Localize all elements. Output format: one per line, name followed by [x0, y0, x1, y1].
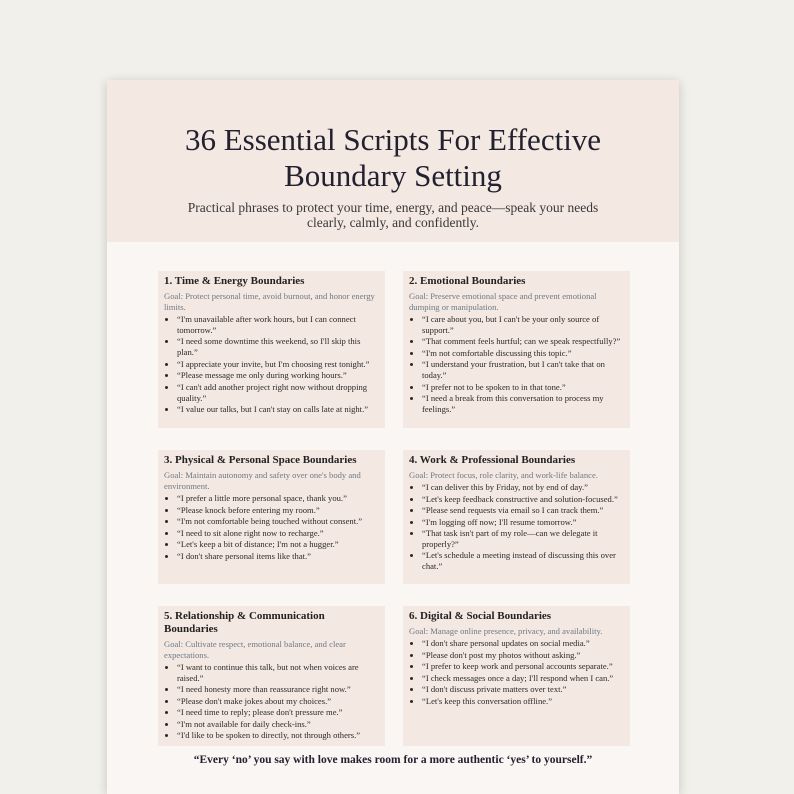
- script-item: • “I prefer not to be spoken to in that tone.”: [422, 382, 624, 393]
- script-item: • “I need a break from this conversation to process my feelings.”: [422, 393, 624, 415]
- script-item: • “I care about you, but I can't be your only source of support.”: [422, 314, 624, 336]
- section-goal: Goal: Manage online presence, privacy, and availability.: [409, 626, 603, 636]
- header-band: [107, 80, 679, 242]
- script-item: • “That comment feels hurtful; can we speak respectfully?”: [422, 336, 624, 347]
- script-list: [409, 638, 624, 706]
- script-item: • “I'm not comfortable discussing this topic.”: [422, 348, 624, 359]
- script-item: • “I need to sit alone right now to recharge.”: [177, 528, 379, 539]
- script-item: • “I'm unavailable after work hours, but I can connect tomorrow.”: [177, 314, 379, 336]
- script-item: • “Please knock before entering my room.”: [177, 505, 379, 516]
- section-heading: 3. Physical & Personal Space Boundaries: [164, 454, 357, 466]
- script-item: • “I value our talks, but I can't stay on calls late at night.”: [177, 404, 379, 415]
- section-card-digital-social: [403, 606, 630, 746]
- script-item: • “Let's schedule a meeting instead of discussing this over chat.”: [422, 550, 624, 572]
- script-item: • “I check messages once a day; I'll respond when I can.”: [422, 673, 624, 684]
- script-item: • “I'm not available for daily check-ins.”: [177, 719, 379, 730]
- section-heading: 2. Emotional Boundaries: [409, 275, 526, 287]
- script-item: • “I can't add another project right now without dropping quality.”: [177, 382, 379, 404]
- script-item: • “Please message me only during working hours.”: [177, 370, 379, 381]
- page-title: [107, 122, 679, 194]
- subtitle: Practical phrases to protect your time, energy, and peace—speak your needs clearly, calmly, and confidently.: [187, 200, 599, 230]
- section-card-physical-space: [158, 450, 385, 584]
- section-goal: Goal: Protect personal time, avoid burnout, and honor energy limits.: [164, 291, 375, 312]
- closing-quote: “Every ‘no’ you say with love makes room for a more authentic ‘yes’ to yourself.”: [193, 754, 593, 766]
- worksheet-page: [107, 80, 679, 794]
- script-item: • “I'm logging off now; I'll resume tomorrow.”: [422, 517, 624, 528]
- section-goal: Goal: Cultivate respect, emotional balance, and clear expectations.: [164, 639, 346, 660]
- section-goal: Goal: Maintain autonomy and safety over one's body and environment.: [164, 470, 361, 491]
- script-item: • “I need honesty more than reassurance right now.”: [177, 684, 379, 695]
- section-heading: 4. Work & Professional Boundaries: [409, 454, 576, 466]
- script-list: [409, 482, 624, 572]
- section-goal: Goal: Protect focus, role clarity, and work-life balance.: [409, 470, 598, 480]
- script-item: • “Let's keep feedback constructive and solution-focused.”: [422, 494, 624, 505]
- section-heading: 6. Digital & Social Boundaries: [409, 610, 552, 622]
- section-heading: 5. Relationship & Communication Boundaries: [164, 610, 325, 635]
- script-item: • “I'd like to be spoken to directly, not through others.”: [177, 730, 379, 741]
- script-item: • “I need time to reply; please don't pressure me.”: [177, 707, 379, 718]
- script-item: • “I understand your frustration, but I can't take that on today.”: [422, 359, 624, 381]
- script-item: • “I don't share personal items like that.”: [177, 551, 379, 562]
- script-item: • “I don't discuss private matters over text.”: [422, 684, 624, 695]
- script-list: [164, 662, 379, 741]
- script-item: • “I don't share personal updates on social media.”: [422, 638, 624, 649]
- script-item: • “Please don't post my photos without asking.”: [422, 650, 624, 661]
- script-item: • “I prefer to keep work and personal accounts separate.”: [422, 661, 624, 672]
- script-list: [164, 314, 379, 415]
- script-item: • “Let's keep a bit of distance; I'm not a hugger.”: [177, 539, 379, 550]
- section-goal: Goal: Preserve emotional space and prevent emotional dumping or manipulation.: [409, 291, 597, 312]
- script-item: • “I want to continue this talk, but not when voices are raised.”: [177, 662, 379, 684]
- script-item: • “I need some downtime this weekend, so I'll skip this plan.”: [177, 336, 379, 358]
- section-card-relationship-communication: [158, 606, 385, 746]
- title-line-1: 36 Essential Scripts For Effective: [184, 122, 602, 157]
- script-item: • “I'm not comfortable being touched without consent.”: [177, 516, 379, 527]
- section-card-emotional: [403, 271, 630, 428]
- script-list: [164, 493, 379, 561]
- script-item: • “I prefer a little more personal space, thank you.”: [177, 493, 379, 504]
- section-card-work-professional: [403, 450, 630, 584]
- script-item: • “Let's keep this conversation offline.”: [422, 696, 624, 707]
- section-card-time-energy: [158, 271, 385, 428]
- script-item: • “That task isn't part of my role—can we delegate it properly?”: [422, 528, 624, 550]
- title-line-2: Boundary Setting: [284, 158, 502, 193]
- script-item: • “I can deliver this by Friday, not by end of day.”: [422, 482, 624, 493]
- section-heading: 1. Time & Energy Boundaries: [164, 275, 305, 287]
- script-item: • “Please don't make jokes about my choices.”: [177, 696, 379, 707]
- script-item: • “Please send requests via email so I can track them.”: [422, 505, 624, 516]
- script-list: [409, 314, 624, 415]
- script-item: • “I appreciate your invite, but I'm choosing rest tonight.”: [177, 359, 379, 370]
